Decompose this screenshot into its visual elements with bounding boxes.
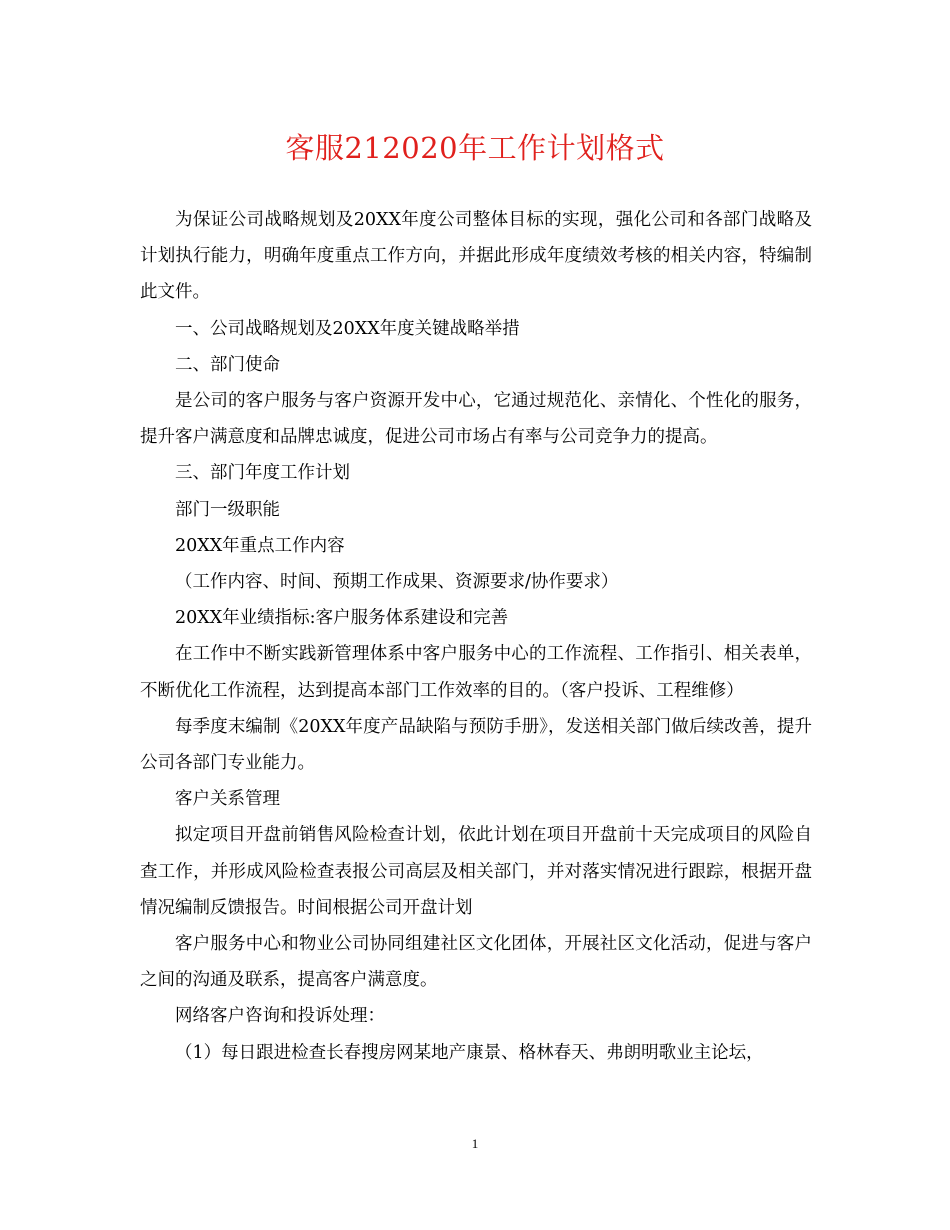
heading-annual-plan: 三、部门年度工作计划 [175,463,350,484]
paragraph-intro: 为保证公司战略规划及20XX年度公司整体目标的实现，强化公司和各部门战略及计划执行能力，明确年度重点工作方向，并据此形成年度绩效考核的相关内容，特编制此文件。 [140,210,812,303]
paragraph-forum-check: （1）每日跟进检查长春搜房网某地产康景、格林春天、弗朗明歌业主论坛， [175,1042,764,1063]
heading-customer-relations: 客户关系管理 [175,789,280,810]
heading-online-inquiries: 网络客户咨询和投诉处理： [175,1006,385,1027]
paragraph-community-culture: 客户服务中心和物业公司协同组建社区文化团体，开展社区文化活动，促进与客户之间的沟通及联系，提高客户满意度。 [140,934,812,991]
paragraph-mission: 是公司的客户服务与客户资源开发中心，它通过规范化、亲情化、个性化的服务，提升客户满意度和品牌忠诚度，促进公司市场占有率与公司竞争力的提高。 [140,391,812,448]
heading-strategy: 一、公司战略规划及20XX年度关键战略举措 [175,318,520,339]
heading-primary-function: 部门一级职能 [175,499,280,520]
document-body [140,202,812,1071]
paragraph-work-columns: （工作内容、时间、预期工作成果、资源要求/协作要求） [175,572,619,593]
document-title: 客服212020年工作计划格式 [285,131,665,165]
page-number: 1 [471,1136,479,1151]
paragraph-workflow: 在工作中不断实践新管理体系中客户服务中心的工作流程、工作指引、相关表单，不断优化工作流程，达到提高本部门工作效率的目的。（客户投诉、工程维修） [140,644,812,701]
heading-performance-indicator: 20XX年业绩指标:客户服务体系建设和完善 [175,608,509,629]
paragraph-defect-manual: 每季度末编制《20XX年度产品缺陷与预防手册》，发送相关部门做后续改善，提升公司各部门专业能力。 [140,716,812,774]
paragraph-risk-check: 拟定项目开盘前销售风险检查计划，依此计划在项目开盘前十天完成项目的风险自查工作，并形成风险检查表报公司高层及相关部门，并对落实情况进行跟踪，根据开盘情况编制反馈报告。时间根据公司开盘计划 [140,825,812,918]
heading-key-work: 20XX年重点工作内容 [175,535,345,556]
heading-mission: 二、部门使命 [175,354,280,375]
